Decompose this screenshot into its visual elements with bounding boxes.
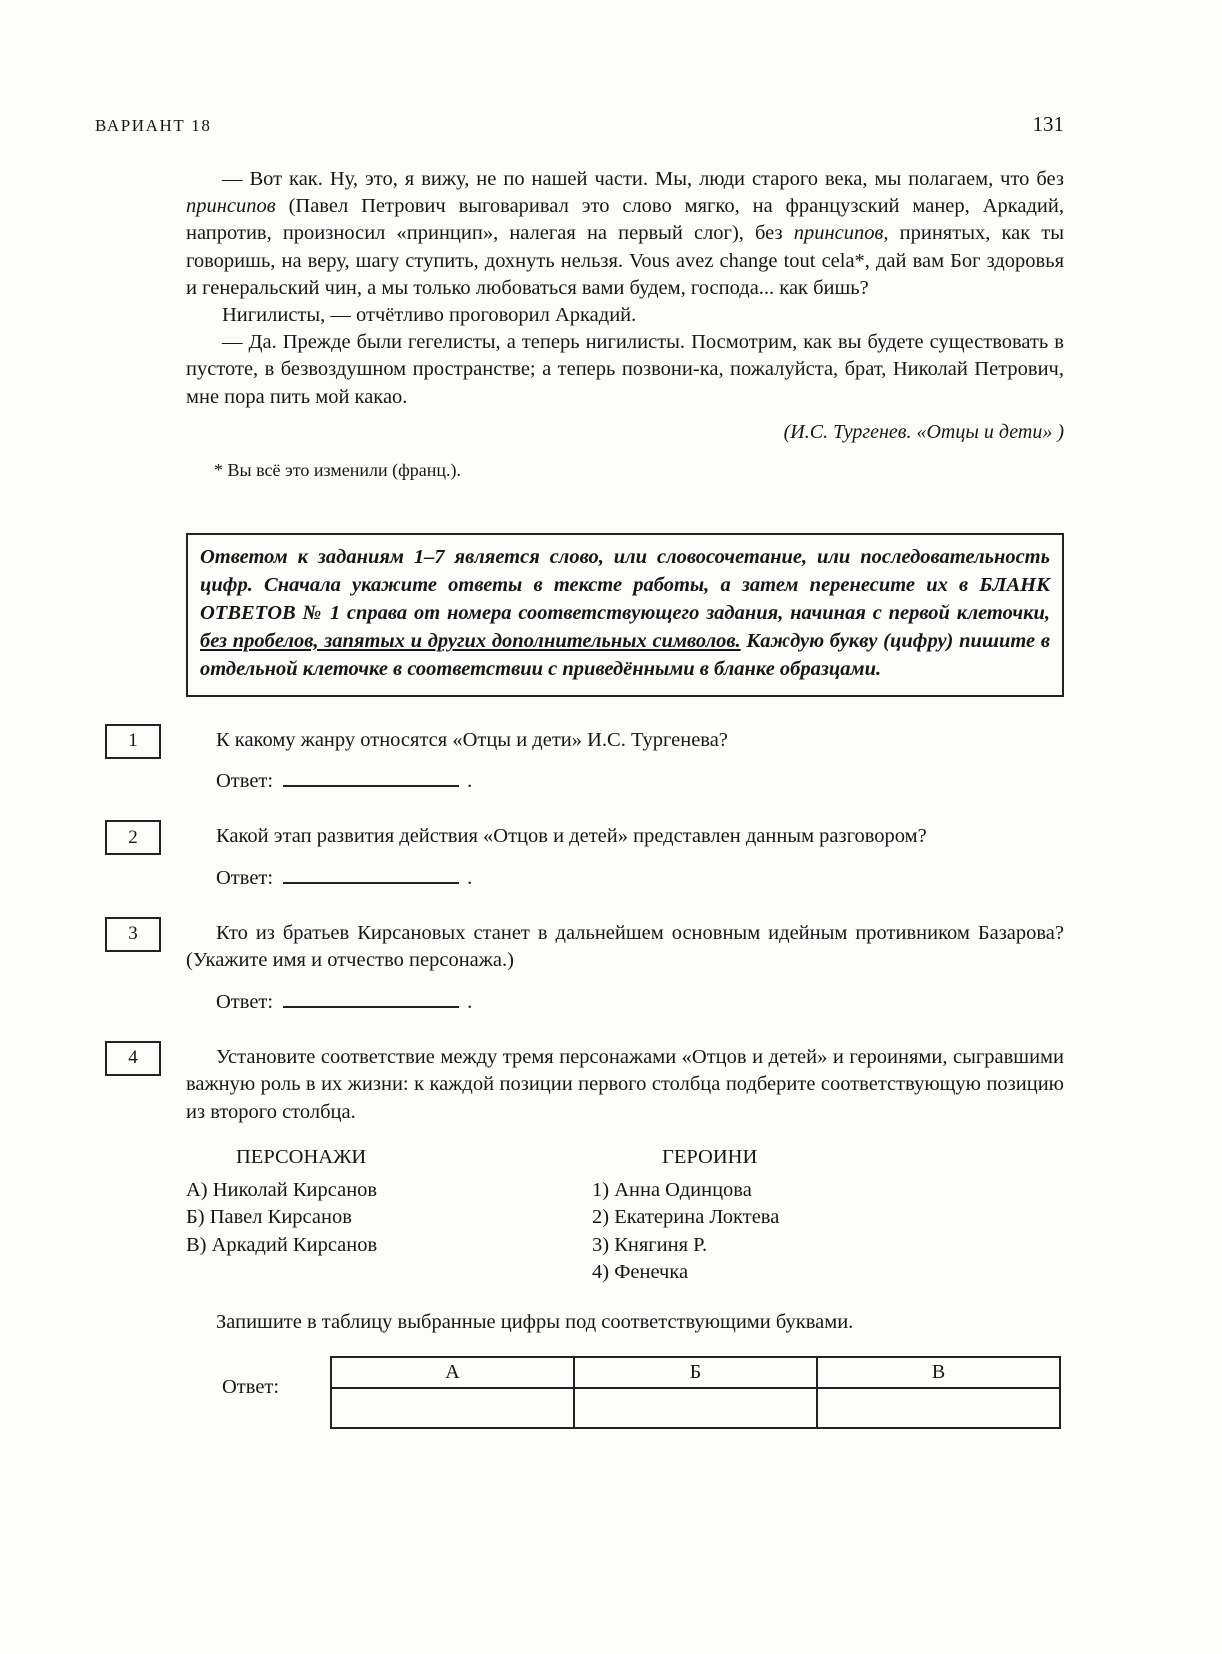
table-header-cell-v: В	[817, 1357, 1060, 1388]
question-2-text: Какой этап развития действия «Отцов и детей» представлен данным разговором?	[216, 825, 927, 848]
answer-blank[interactable]	[283, 771, 459, 787]
passage	[186, 166, 1064, 411]
question-number: 3	[128, 923, 138, 945]
answer-blank[interactable]	[283, 868, 459, 884]
table-header-cell-a: А	[331, 1357, 574, 1388]
question-4-number-box	[105, 1041, 161, 1076]
matching-left-item: Б) Павел Кирсанов	[186, 1206, 352, 1229]
answer-table-header-row	[331, 1357, 1060, 1388]
passage-paragraph: — Вот как. Ну, это, я вижу, не по нашей части. Мы, люди старого века, мы полагаем, что без принсипов (Павел Петрович выговаривал это слово мягко, на французский манер, Аркадий, напротив, произносил «принцип», налегая на первый слог), без принсипов, принятых, как ты говоришь, на веру, шагу ступить, дохнуть нельзя. Vous avez change tout cela*, дай вам Бог здоровья и генеральский чин, а мы только любоваться вами будем, господа... как бишь?	[186, 168, 1064, 299]
question-4-text: Установите соответствие между тремя персонажами «Отцов и детей» и героинями, сыгравшими важную роль в их жизни: к каждой позиции первого столбца подберите соответствующую позицию из второго столбца.	[186, 1045, 1064, 1123]
answer-table	[330, 1356, 1061, 1429]
passage-paragraph: Нигилисты, — отчётливо проговорил Аркадий.	[222, 304, 637, 327]
matching-right-item: 2) Екатерина Локтева	[592, 1206, 780, 1229]
matching-right-column	[592, 1144, 1064, 1287]
question-2	[128, 823, 1064, 890]
variant-label: ВАРИАНТ 18	[95, 116, 212, 135]
answer-blank[interactable]	[283, 992, 459, 1008]
question-3-number-box	[105, 917, 161, 952]
matching-right-item: 3) Княгиня Р.	[592, 1233, 708, 1256]
matching-left-item: А) Николай Кирсанов	[186, 1178, 378, 1201]
attribution: (И.С. Тургенев. «Отцы и дети» )	[783, 420, 1064, 443]
answer-label: Ответ:	[216, 770, 274, 793]
question-1-text: К какому жанру относятся «Отцы и дети» И.С. Тургенева?	[216, 728, 728, 751]
instruction-box: Ответом к заданиям 1–7 является слово, или словосочетание, или последовательность цифр. Сначала укажите ответы в тексте работы, а затем перенесите их в БЛАНК ОТВЕТОВ № 1 справа от номера соответствующего задания, начиная с первой клеточки, без пробелов, запятых и других дополнительных символов. Каждую букву (цифру) пишите в отдельной клеточке в соответствии с приведёнными в бланке образцами.	[186, 533, 1064, 697]
answer-suffix: .	[467, 866, 473, 889]
table-input-cell-b[interactable]	[574, 1388, 817, 1428]
question-number: 2	[128, 826, 138, 848]
footnote: * Вы всё это изменили (франц.).	[214, 459, 461, 480]
matching-left-header: ПЕРСОНАЖИ	[236, 1146, 367, 1169]
matching-section	[186, 1144, 1064, 1287]
question-number: 1	[128, 730, 138, 752]
answer-label: Ответ:	[222, 1375, 280, 1398]
table-header-cell-b: Б	[574, 1357, 817, 1388]
table-input-cell-a[interactable]	[331, 1388, 574, 1428]
answer-label: Ответ:	[216, 866, 274, 889]
question-1-number-box	[105, 724, 161, 759]
question-2-answer-line	[186, 867, 1064, 890]
question-number: 4	[128, 1047, 138, 1069]
question-3-answer-line	[186, 991, 1064, 1014]
question-4-answer-block	[186, 1356, 1064, 1429]
question-3	[128, 920, 1064, 1014]
question-1-answer-line	[186, 770, 1064, 793]
question-1	[128, 727, 1064, 794]
question-4	[128, 1044, 1064, 1429]
question-3-text: Кто из братьев Кирсановых станет в дальнейшем основным идейным противником Базарова? (Укажите имя и отчество персонажа.)	[186, 921, 1064, 972]
question-2-number-box	[105, 820, 161, 855]
page-content	[128, 166, 1064, 1429]
matching-right-header: ГЕРОИНИ	[662, 1146, 758, 1169]
answer-suffix: .	[467, 990, 473, 1013]
passage-paragraph: — Да. Прежде были гегелисты, а теперь нигилисты. Посмотрим, как вы будете существовать в пустоте, в безвоздушном пространстве; а теперь позвони-ка, пожалуйста, брат, Николай Петрович, мне пора пить мой какао.	[186, 331, 1064, 408]
matching-right-item: 4) Фенечка	[592, 1261, 689, 1284]
matching-left-column	[186, 1144, 592, 1287]
page-number: 131	[1032, 112, 1064, 136]
table-input-cell-v[interactable]	[817, 1388, 1060, 1428]
matching-left-item: В) Аркадий Кирсанов	[186, 1233, 378, 1256]
page-header	[95, 112, 1064, 137]
matching-right-item: 1) Анна Одинцова	[592, 1178, 752, 1201]
write-instruction: Запишите в таблицу выбранные цифры под соответствующими буквами.	[216, 1310, 854, 1333]
answer-table-input-row	[331, 1388, 1060, 1428]
answer-suffix: .	[467, 770, 473, 793]
answer-label: Ответ:	[216, 990, 274, 1013]
